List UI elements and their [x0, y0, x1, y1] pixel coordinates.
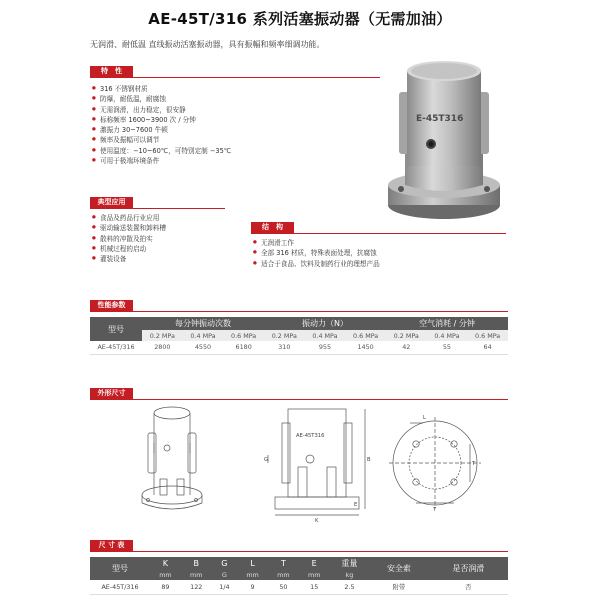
- dimension-label-T-bottom: T: [433, 507, 437, 513]
- table-header: 型号: [90, 557, 150, 580]
- table-cell: 42: [386, 341, 427, 354]
- table-header: 0.4 MPa: [183, 330, 224, 341]
- table-cell: 否: [429, 580, 508, 594]
- table-cell: 89: [150, 580, 181, 594]
- table-header: 每分钟振动次数: [142, 317, 264, 330]
- front-view-drawing: [268, 409, 365, 515]
- photo-label: E-45T316: [416, 114, 464, 124]
- perspective-drawing: [142, 407, 202, 509]
- table-header: E: [299, 557, 330, 569]
- list-item: ● 使用温度：−10~60℃，可特别定制 −35℃: [92, 146, 231, 156]
- table-cell: AE-45T/316: [90, 341, 142, 354]
- table-unit: mm: [268, 569, 299, 580]
- list-item: ● 灌装设备: [92, 254, 166, 264]
- dimension-label-L: L: [423, 415, 426, 421]
- list-item: ● 驱动输送装置和卸料槽: [92, 223, 166, 233]
- section-divider: [90, 311, 508, 312]
- list-item: ● 可用于极端环境条件: [92, 156, 231, 166]
- dimension-label-G: G: [264, 457, 269, 463]
- dimension-label-K: K: [315, 518, 319, 524]
- table-cell: 1/4: [212, 580, 237, 594]
- dimension-label-E: E: [354, 502, 358, 508]
- table-header: K: [150, 557, 181, 569]
- table-unit: mm: [299, 569, 330, 580]
- list-item: ● 散料的冲散及拍实: [92, 234, 166, 244]
- dimension-label-T: T: [472, 461, 476, 467]
- list-item: ● 食品及药品行业应用: [92, 213, 166, 223]
- table-cell: 310: [264, 341, 305, 354]
- top-view-drawing: [389, 417, 481, 509]
- drawing-model-label: AE-45T316: [296, 433, 325, 439]
- table-cell: 50: [268, 580, 299, 594]
- section-tag-performance: 性能参数: [90, 300, 133, 311]
- table-header: B: [181, 557, 212, 569]
- section-tag-applications: 典型应用: [90, 197, 133, 208]
- table-header: 空气消耗 / 分钟: [386, 317, 508, 330]
- table-cell: 2800: [142, 341, 183, 354]
- table-header: T: [268, 557, 299, 569]
- list-item: ● 316 不锈钢材质: [92, 84, 231, 94]
- table-header: 0.4 MPa: [427, 330, 468, 341]
- table-header: G: [212, 557, 237, 569]
- list-item: ● 机械过程的启动: [92, 244, 166, 254]
- table-unit: kg: [330, 569, 370, 580]
- table-cell: 附带: [369, 580, 428, 594]
- table-cell: 4550: [183, 341, 224, 354]
- page-subtitle: 无润滑、耐低温 直线振动活塞振动器，具有振幅和频率细调功能。: [90, 40, 325, 49]
- table-unit: mm: [181, 569, 212, 580]
- table-row: [90, 341, 508, 354]
- section-divider: [90, 77, 380, 78]
- table-header: 安全索: [369, 557, 428, 580]
- product-photo: [385, 57, 503, 225]
- dimension-label-B: B: [367, 457, 371, 463]
- table-header: 振动力（N）: [264, 317, 386, 330]
- features-list: [92, 84, 231, 166]
- table-header: 0.6 MPa: [223, 330, 264, 341]
- page-title: AE-45T/316 系列活塞振动器（无需加油）: [148, 10, 452, 28]
- table-cell: 9: [237, 580, 268, 594]
- section-divider: [90, 208, 225, 209]
- list-item: ● 激振力 30~7600 牛顿: [92, 125, 231, 135]
- section-tag-structure: 结 构: [251, 222, 294, 233]
- size-table: [90, 557, 508, 595]
- table-cell: 6180: [223, 341, 264, 354]
- table-header: 0.6 MPa: [467, 330, 508, 341]
- list-item: ● 标称频率 1600~3900 次 / 分钟: [92, 115, 231, 125]
- table-unit: mm: [237, 569, 268, 580]
- list-item: ● 适合于食品、饮料及制药行业的理想产品: [253, 259, 380, 269]
- table-cell: 955: [305, 341, 346, 354]
- list-item: ● 无润滑工作: [253, 238, 380, 248]
- table-cell: 2.5: [330, 580, 370, 594]
- list-item: ● 全部 316 材质，特殊表面处理，抗腐蚀: [253, 248, 380, 258]
- table-header: 0.2 MPa: [142, 330, 183, 341]
- table-header: 重量: [330, 557, 370, 569]
- table-header: 型号: [90, 317, 142, 341]
- table-cell: 122: [181, 580, 212, 594]
- table-row: [90, 580, 508, 594]
- section-divider: [90, 399, 508, 400]
- section-divider: [90, 551, 508, 552]
- applications-list: [92, 213, 166, 264]
- dimension-drawings: [140, 403, 500, 528]
- section-tag-dimensions: 外形尺寸: [90, 388, 133, 399]
- list-item: ● 防爆，耐低温，耐腐蚀: [92, 94, 231, 104]
- list-item: ● 频率及振幅可以调节: [92, 135, 231, 145]
- table-header: 0.6 MPa: [345, 330, 386, 341]
- table-cell: 64: [467, 341, 508, 354]
- section-divider: [251, 233, 506, 234]
- section-tag-features: 特 性: [90, 66, 133, 77]
- table-header: 0.2 MPa: [386, 330, 427, 341]
- table-header: 0.2 MPa: [264, 330, 305, 341]
- table-cell: 1450: [345, 341, 386, 354]
- table-cell: 55: [427, 341, 468, 354]
- list-item: ● 无需润滑，出力稳定，很安静: [92, 105, 231, 115]
- table-unit: mm: [150, 569, 181, 580]
- table-cell: AE-45T/316: [90, 580, 150, 594]
- section-tag-size-table: 尺 寸 表: [90, 540, 133, 551]
- table-header: 0.4 MPa: [305, 330, 346, 341]
- table-header: L: [237, 557, 268, 569]
- table-cell: 15: [299, 580, 330, 594]
- table-unit: G: [212, 569, 237, 580]
- performance-table: [90, 317, 508, 355]
- structure-list: [253, 238, 380, 269]
- table-header: 是否润滑: [429, 557, 508, 580]
